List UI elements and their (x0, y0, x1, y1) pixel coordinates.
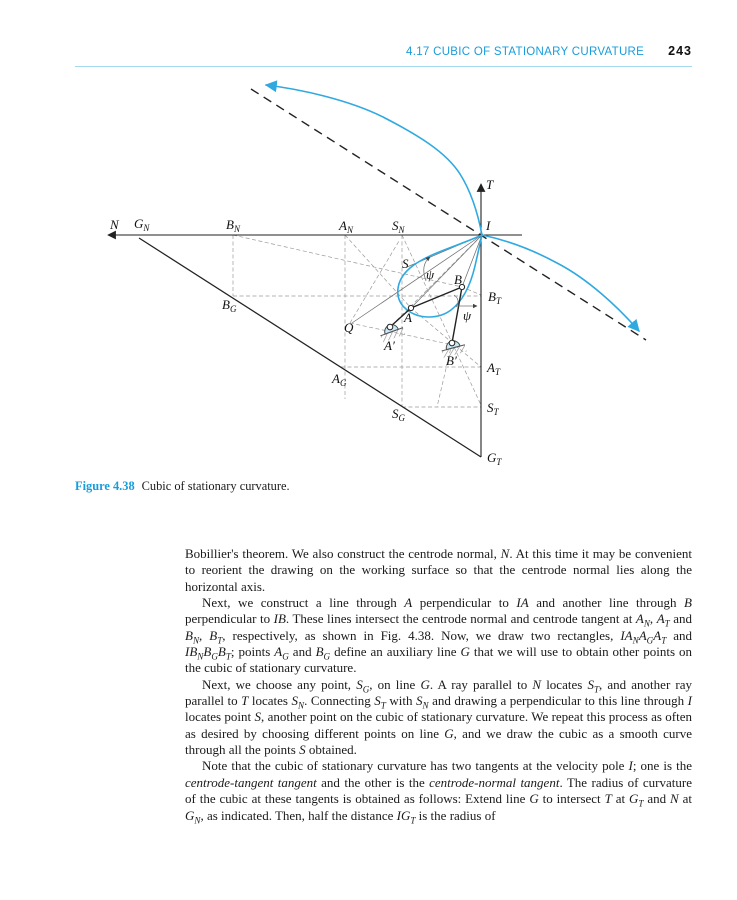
figure-4-38 (0, 70, 737, 475)
cubic-curve (266, 85, 639, 331)
figure-label-a: A (404, 310, 412, 325)
line-i-a (411, 235, 482, 308)
section-title: 4.17 CUBIC OF STATIONARY CURVATURE (406, 46, 645, 58)
figure-label-s-t: $S_T$ (487, 400, 499, 417)
figure-label-n-axis: N (110, 217, 119, 232)
figure-label-s: S (402, 256, 409, 271)
paragraph: Bobillier's theorem. We also construct the centrode normal, N. At this time it may be convenient to reorient the drawing on the working surface so that the centrode normal lies along the horizontal axis. (185, 546, 692, 594)
figure-svg (0, 70, 737, 475)
figure-caption-tag: Figure 4.38 (75, 479, 135, 493)
figure-label-b-t: $B_T$ (488, 289, 501, 306)
figure-label-pole-i: I (486, 218, 491, 233)
page-number: 243 (668, 44, 692, 58)
link-b-bprime (452, 287, 462, 343)
cubic-upper-branch (266, 85, 482, 235)
asymptote-line (251, 89, 646, 340)
figure-label-a-n: $A_N$ (339, 218, 353, 235)
link-a-b (411, 287, 462, 308)
figure-label-a-g: $A_G$ (332, 371, 347, 388)
cubic-loop (398, 235, 482, 317)
figure-label-s-n: $S_N$ (392, 218, 405, 235)
figure-label-a-t: $A_T$ (487, 360, 500, 377)
figure-caption-text: Cubic of stationary curvature. (141, 479, 290, 493)
paragraph: Note that the cubic of stationary curvature has two tangents at the velocity pole I; one is the centrode-tangent tangent and the other is the centrode-normal tangent. The radius of curvature of the cubic at these tangents is obtained as follows: Extend line G to intersect T at $G_T$ and N at $G_N$, as indicated. Then, half the distance $IG_T$ is the radius of (185, 758, 692, 826)
body-text (185, 546, 692, 824)
paragraph: Next, we construct a line through A perpendicular to IA and another line through B perpendicular to IB. These lines intersect the centrode normal and centrode tangent at $A_N$, $A_T$ and $B_N$, $B_T$, respectively, as shown in Fig. 4.38. Now, we draw two rectangles, $IA_NA_GA_T$ and $IB_NB_GB_T$; points $A_G$ and $B_G$ define an auxiliary line G that we will use to obtain other points on the cubic of stationary curvature. (185, 595, 693, 676)
figure-label-s-g: $S_G$ (392, 406, 405, 423)
figure-label-b: B (454, 272, 462, 287)
line-q-sn (350, 241, 399, 323)
figure-label-g-t: $G_T$ (487, 450, 502, 467)
page-header (75, 44, 692, 58)
figure-label-psi-lower: ψ (463, 308, 472, 323)
paragraph: Next, we choose any point, $S_G$, on line G. A ray parallel to N locates $S_T$, and another ray parallel to T locates $S_N$. Connecting $S_T$ with $S_N$ and drawing a perpendicular to this line through I locates point S, another point on the cubic of stationary curvature. We repeat this process as often as desired by choosing different points on line G, and we draw the cubic as a smooth curve through all the points S obtained. (185, 676, 693, 758)
construction-lines (233, 235, 482, 407)
figure-labels (109, 177, 502, 467)
cubic-right-branch (482, 235, 639, 331)
figure-label-t-axis: T (486, 177, 494, 192)
figure-label-b-g: $B_G$ (222, 297, 237, 314)
line-bn-b-bt (233, 235, 481, 295)
figure-label-b-n: $B_N$ (226, 217, 240, 234)
figure-label-g-n: $G_N$ (134, 216, 150, 233)
figure-label-b-prime: B′ (446, 353, 457, 368)
figure-label-q: Q (344, 320, 354, 335)
header-rule (75, 66, 692, 67)
figure-label-a-prime: A′ (384, 338, 395, 353)
figure-caption (75, 479, 290, 494)
figure-label-psi-upper: ψ (426, 267, 435, 282)
